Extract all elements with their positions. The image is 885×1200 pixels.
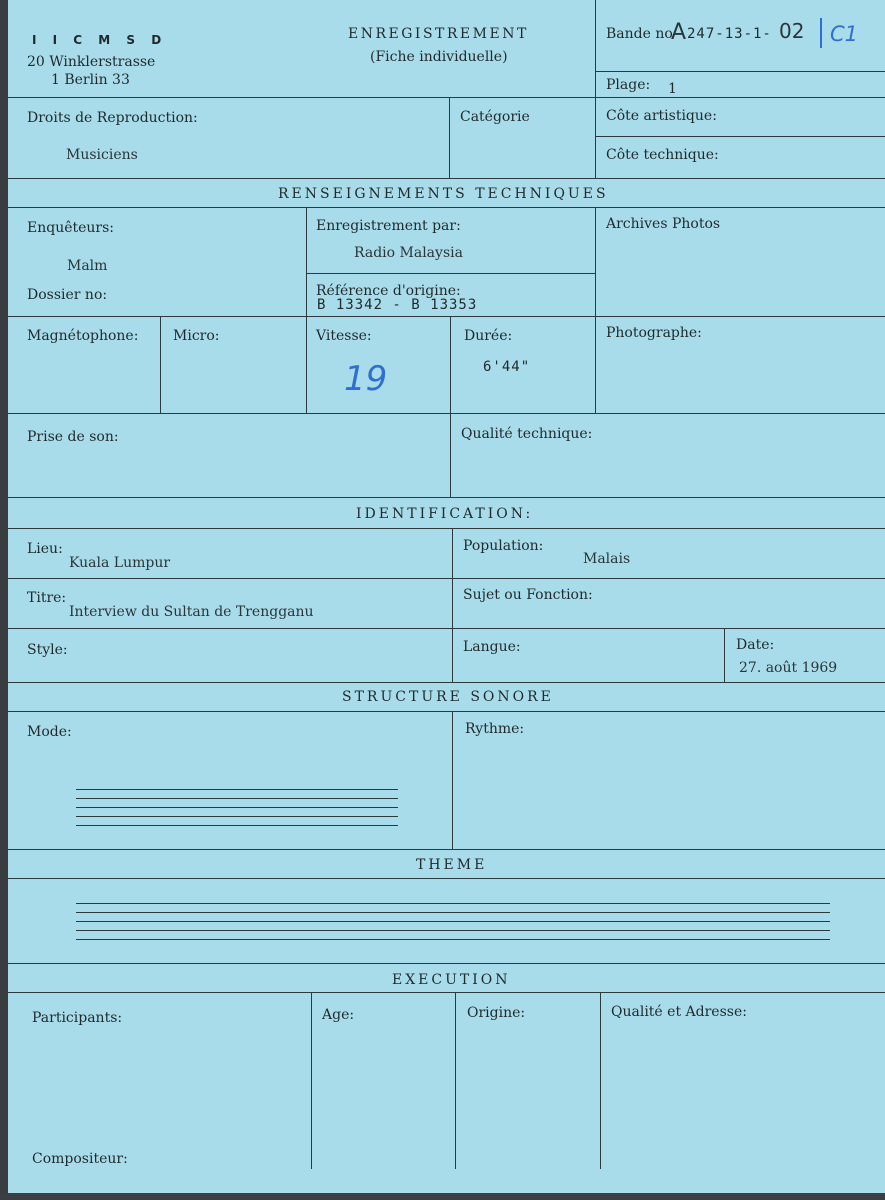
rule bbox=[8, 528, 885, 529]
mode-staff-line bbox=[76, 825, 398, 826]
bande-prefix: A bbox=[671, 20, 687, 45]
rythme-label: Rythme: bbox=[465, 721, 525, 737]
droits-label: Droits de Reproduction: bbox=[27, 110, 198, 126]
mode-label: Mode: bbox=[27, 724, 72, 740]
rule bbox=[724, 628, 725, 682]
mode-staff-line bbox=[76, 798, 398, 799]
org-city: 1 Berlin 33 bbox=[51, 72, 130, 88]
section-structure-title: STRUCTURE SONORE bbox=[342, 689, 554, 705]
qualite-adresse-label: Qualité et Adresse: bbox=[611, 1004, 747, 1020]
photographe-label: Photographe: bbox=[606, 325, 702, 341]
magnetophone-label: Magnétophone: bbox=[27, 328, 139, 344]
langue-label: Langue: bbox=[463, 639, 521, 655]
theme-staff-line bbox=[76, 903, 830, 904]
rule bbox=[8, 178, 885, 179]
rule bbox=[449, 97, 450, 178]
vitesse-handwritten-value: 19 bbox=[344, 359, 388, 399]
enregistrement-value: Radio Malaysia bbox=[354, 245, 463, 261]
rule bbox=[306, 273, 596, 274]
form-title: ENREGISTREMENT bbox=[348, 26, 529, 42]
enqueteurs-value: Malm bbox=[67, 258, 108, 274]
card-shadow-edge bbox=[0, 1193, 885, 1200]
section-identification-title: IDENTIFICATION: bbox=[356, 506, 534, 522]
reference-label: Référence d'origine: bbox=[316, 283, 461, 299]
population-label: Population: bbox=[463, 538, 544, 554]
duree-value: 6'44" bbox=[483, 359, 531, 375]
plage-value: 1 bbox=[668, 81, 677, 97]
rule bbox=[8, 497, 885, 498]
titre-value: Interview du Sultan de Trengganu bbox=[69, 604, 314, 620]
theme-staff-line bbox=[76, 930, 830, 931]
theme-staff-line bbox=[76, 939, 830, 940]
compositeur-label: Compositeur: bbox=[32, 1151, 128, 1167]
section-theme-title: THEME bbox=[416, 857, 488, 873]
droits-value: Musiciens bbox=[66, 147, 138, 163]
rule bbox=[600, 992, 601, 1169]
bande-handwritten-code: C1 bbox=[830, 22, 859, 46]
rule bbox=[452, 711, 453, 849]
rule bbox=[160, 316, 161, 413]
rule bbox=[8, 628, 885, 629]
rule bbox=[452, 528, 453, 682]
titre-label: Titre: bbox=[27, 590, 67, 606]
lieu-label: Lieu: bbox=[27, 541, 63, 557]
enqueteurs-label: Enquêteurs: bbox=[27, 220, 115, 236]
rule bbox=[8, 711, 885, 712]
form-subtitle: (Fiche individuelle) bbox=[370, 49, 508, 65]
date-label: Date: bbox=[736, 637, 775, 653]
rule bbox=[8, 849, 885, 850]
mode-staff-line bbox=[76, 789, 398, 790]
reference-value: B 13342 - B 13353 bbox=[317, 297, 478, 313]
cote-artistique-label: Côte artistique: bbox=[606, 108, 717, 124]
rule bbox=[311, 992, 312, 1169]
rule bbox=[8, 578, 885, 579]
section-technique-title: RENSEIGNEMENTS TECHNIQUES bbox=[278, 186, 609, 202]
date-value: 27. août 1969 bbox=[739, 660, 838, 676]
population-value: Malais bbox=[583, 551, 631, 567]
age-label: Age: bbox=[322, 1007, 355, 1023]
categorie-label: Catégorie bbox=[460, 109, 530, 125]
plage-label: Plage: bbox=[606, 77, 651, 93]
bande-separator bbox=[820, 18, 822, 48]
rule bbox=[595, 71, 885, 72]
rule bbox=[8, 682, 885, 683]
rule bbox=[595, 0, 596, 178]
theme-staff-line bbox=[76, 912, 830, 913]
org-name: I I C M S D bbox=[32, 33, 168, 47]
bande-number: 247-13-1- bbox=[687, 26, 772, 42]
origine-label: Origine: bbox=[467, 1005, 526, 1021]
mode-staff-line bbox=[76, 816, 398, 817]
prise-label: Prise de son: bbox=[27, 429, 119, 445]
bande-label: Bande no bbox=[606, 26, 673, 42]
bande-suffix: 02 bbox=[779, 19, 805, 43]
rule bbox=[8, 413, 885, 414]
vitesse-label: Vitesse: bbox=[316, 328, 372, 344]
mode-staff-line bbox=[76, 807, 398, 808]
org-street: 20 Winklerstrasse bbox=[27, 54, 156, 70]
lieu-value: Kuala Lumpur bbox=[69, 555, 171, 571]
enregistrement-label: Enregistrement par: bbox=[316, 218, 461, 234]
rule bbox=[8, 878, 885, 879]
rule bbox=[595, 207, 596, 413]
micro-label: Micro: bbox=[173, 328, 220, 344]
sujet-label: Sujet ou Fonction: bbox=[463, 587, 593, 603]
rule bbox=[306, 207, 307, 413]
participants-label: Participants: bbox=[32, 1010, 123, 1026]
style-label: Style: bbox=[27, 642, 68, 658]
section-execution-title: EXECUTION bbox=[392, 972, 511, 988]
rule bbox=[8, 97, 885, 98]
rule bbox=[595, 136, 885, 137]
index-card bbox=[8, 0, 885, 1193]
rule bbox=[450, 316, 451, 497]
cote-technique-label: Côte technique: bbox=[606, 147, 719, 163]
rule bbox=[8, 316, 885, 317]
dossier-label: Dossier no: bbox=[27, 287, 108, 303]
rule bbox=[8, 963, 885, 964]
archives-label: Archives Photos bbox=[606, 216, 721, 232]
rule bbox=[8, 992, 885, 993]
rule bbox=[455, 992, 456, 1169]
rule bbox=[8, 207, 885, 208]
duree-label: Durée: bbox=[464, 328, 513, 344]
theme-staff-line bbox=[76, 921, 830, 922]
qualite-technique-label: Qualité technique: bbox=[461, 426, 593, 442]
